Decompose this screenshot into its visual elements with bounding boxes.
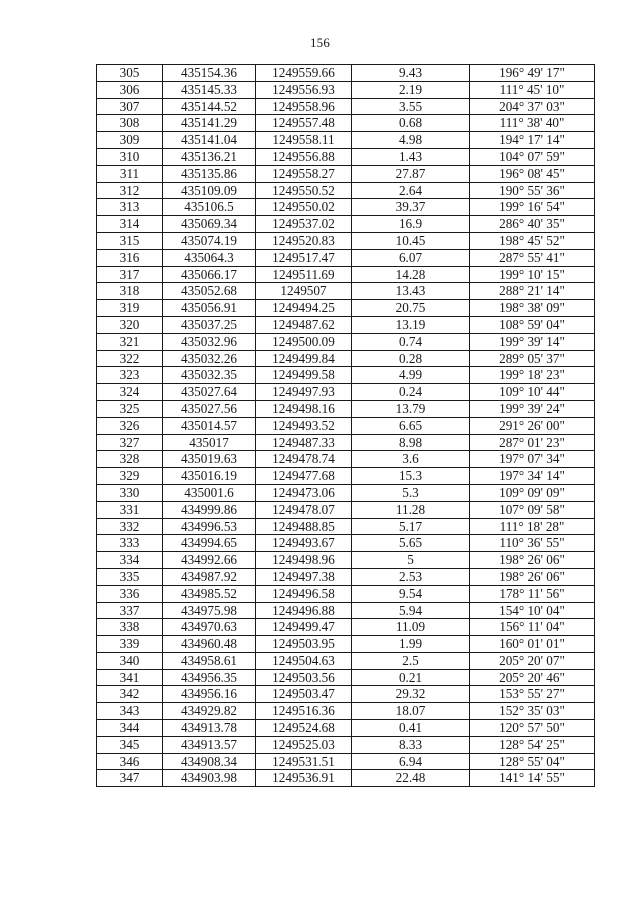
bearing-angle-cell: 178° 11' 56" [470,585,595,602]
point-number-cell: 326 [97,417,163,434]
x-coordinate-cell: 435019.63 [163,451,256,468]
table-row [97,686,595,703]
bearing-angle-cell: 197° 07' 34" [470,451,595,468]
bearing-angle-cell: 287° 01' 23" [470,434,595,451]
table-row [97,720,595,737]
bearing-angle-cell: 198° 26' 06" [470,552,595,569]
table-body [97,65,595,787]
point-number-cell: 346 [97,753,163,770]
point-number-cell: 336 [97,585,163,602]
table-row [97,552,595,569]
bearing-angle-cell: 199° 39' 14" [470,333,595,350]
y-coordinate-cell: 1249550.02 [256,199,352,216]
bearing-angle-cell: 128° 54' 25" [470,736,595,753]
distance-cell: 8.33 [352,736,470,753]
y-coordinate-cell: 1249537.02 [256,216,352,233]
y-coordinate-cell: 1249478.74 [256,451,352,468]
point-number-cell: 306 [97,81,163,98]
point-number-cell: 320 [97,316,163,333]
x-coordinate-cell: 434994.65 [163,535,256,552]
y-coordinate-cell: 1249473.06 [256,484,352,501]
y-coordinate-cell: 1249558.27 [256,165,352,182]
y-coordinate-cell: 1249558.11 [256,132,352,149]
table-row [97,753,595,770]
table-row [97,384,595,401]
x-coordinate-cell: 434913.57 [163,736,256,753]
table-row [97,300,595,317]
y-coordinate-cell: 1249499.47 [256,619,352,636]
table-row [97,132,595,149]
y-coordinate-cell: 1249536.91 [256,770,352,787]
table-row [97,81,595,98]
y-coordinate-cell: 1249499.84 [256,350,352,367]
distance-cell: 6.94 [352,753,470,770]
point-number-cell: 312 [97,182,163,199]
distance-cell: 2.53 [352,568,470,585]
x-coordinate-cell: 434996.53 [163,518,256,535]
distance-cell: 2.19 [352,81,470,98]
bearing-angle-cell: 194° 17' 14" [470,132,595,149]
bearing-angle-cell: 198° 26' 06" [470,568,595,585]
table-row [97,703,595,720]
distance-cell: 22.48 [352,770,470,787]
distance-cell: 29.32 [352,686,470,703]
x-coordinate-cell: 435017 [163,434,256,451]
y-coordinate-cell: 1249556.88 [256,148,352,165]
distance-cell: 18.07 [352,703,470,720]
distance-cell: 2.64 [352,182,470,199]
y-coordinate-cell: 1249487.33 [256,434,352,451]
y-coordinate-cell: 1249497.38 [256,568,352,585]
table-row [97,585,595,602]
table-row [97,232,595,249]
distance-cell: 9.43 [352,65,470,82]
table-row [97,165,595,182]
x-coordinate-cell: 435032.96 [163,333,256,350]
y-coordinate-cell: 1249517.47 [256,249,352,266]
y-coordinate-cell: 1249511.69 [256,266,352,283]
point-number-cell: 347 [97,770,163,787]
table-row [97,434,595,451]
x-coordinate-cell: 435141.29 [163,115,256,132]
distance-cell: 3.55 [352,98,470,115]
x-coordinate-cell: 435141.04 [163,132,256,149]
distance-cell: 14.28 [352,266,470,283]
y-coordinate-cell: 1249496.88 [256,602,352,619]
distance-cell: 6.07 [352,249,470,266]
point-number-cell: 327 [97,434,163,451]
y-coordinate-cell: 1249493.67 [256,535,352,552]
y-coordinate-cell: 1249503.95 [256,636,352,653]
bearing-angle-cell: 110° 36' 55" [470,535,595,552]
table-row [97,652,595,669]
bearing-angle-cell: 190° 55' 36" [470,182,595,199]
y-coordinate-cell: 1249487.62 [256,316,352,333]
distance-cell: 39.37 [352,199,470,216]
table-row [97,182,595,199]
y-coordinate-cell: 1249498.16 [256,400,352,417]
table-row [97,148,595,165]
bearing-angle-cell: 104° 07' 59" [470,148,595,165]
table-row [97,98,595,115]
distance-cell: 5.94 [352,602,470,619]
y-coordinate-cell: 1249503.47 [256,686,352,703]
distance-cell: 0.74 [352,333,470,350]
x-coordinate-cell: 435027.64 [163,384,256,401]
distance-cell: 27.87 [352,165,470,182]
page-number: 156 [309,35,331,50]
x-coordinate-cell: 434913.78 [163,720,256,737]
coordinates-table [96,64,595,787]
bearing-angle-cell: 160° 01' 01" [470,636,595,653]
table-row [97,484,595,501]
x-coordinate-cell: 435032.26 [163,350,256,367]
x-coordinate-cell: 435135.86 [163,165,256,182]
table-row [97,535,595,552]
point-number-cell: 311 [97,165,163,182]
y-coordinate-cell: 1249558.96 [256,98,352,115]
x-coordinate-cell: 434985.52 [163,585,256,602]
table-row [97,367,595,384]
y-coordinate-cell: 1249477.68 [256,468,352,485]
y-coordinate-cell: 1249497.93 [256,384,352,401]
table-row [97,568,595,585]
table-row [97,636,595,653]
bearing-angle-cell: 205° 20' 46" [470,669,595,686]
bearing-angle-cell: 287° 55' 41" [470,249,595,266]
x-coordinate-cell: 435069.34 [163,216,256,233]
point-number-cell: 335 [97,568,163,585]
y-coordinate-cell: 1249478.07 [256,501,352,518]
distance-cell: 3.6 [352,451,470,468]
x-coordinate-cell: 435056.91 [163,300,256,317]
distance-cell: 4.99 [352,367,470,384]
x-coordinate-cell: 435066.17 [163,266,256,283]
point-number-cell: 331 [97,501,163,518]
y-coordinate-cell: 1249556.93 [256,81,352,98]
table-row [97,417,595,434]
x-coordinate-cell: 434956.16 [163,686,256,703]
bearing-angle-cell: 154° 10' 04" [470,602,595,619]
distance-cell: 16.9 [352,216,470,233]
y-coordinate-cell: 1249488.85 [256,518,352,535]
y-coordinate-cell: 1249525.03 [256,736,352,753]
bearing-angle-cell: 198° 38' 09" [470,300,595,317]
x-coordinate-cell: 434903.98 [163,770,256,787]
table-row [97,619,595,636]
y-coordinate-cell: 1249550.52 [256,182,352,199]
distance-cell: 11.09 [352,619,470,636]
x-coordinate-cell: 434999.86 [163,501,256,518]
y-coordinate-cell: 1249516.36 [256,703,352,720]
point-number-cell: 332 [97,518,163,535]
bearing-angle-cell: 288° 21' 14" [470,283,595,300]
bearing-angle-cell: 205° 20' 07" [470,652,595,669]
bearing-angle-cell: 199° 39' 24" [470,400,595,417]
bearing-angle-cell: 111° 45' 10" [470,81,595,98]
point-number-cell: 325 [97,400,163,417]
bearing-angle-cell: 111° 38' 40" [470,115,595,132]
bearing-angle-cell: 109° 09' 09" [470,484,595,501]
point-number-cell: 322 [97,350,163,367]
point-number-cell: 314 [97,216,163,233]
point-number-cell: 334 [97,552,163,569]
point-number-cell: 323 [97,367,163,384]
table-row [97,249,595,266]
point-number-cell: 319 [97,300,163,317]
distance-cell: 5.65 [352,535,470,552]
distance-cell: 0.24 [352,384,470,401]
y-coordinate-cell: 1249496.58 [256,585,352,602]
point-number-cell: 344 [97,720,163,737]
distance-cell: 10.45 [352,232,470,249]
y-coordinate-cell: 1249494.25 [256,300,352,317]
table-row [97,283,595,300]
x-coordinate-cell: 435037.25 [163,316,256,333]
point-number-cell: 321 [97,333,163,350]
bearing-angle-cell: 111° 18' 28" [470,518,595,535]
bearing-angle-cell: 197° 34' 14" [470,468,595,485]
point-number-cell: 309 [97,132,163,149]
bearing-angle-cell: 108° 59' 04" [470,316,595,333]
point-number-cell: 308 [97,115,163,132]
point-number-cell: 343 [97,703,163,720]
distance-cell: 2.5 [352,652,470,669]
distance-cell: 20.75 [352,300,470,317]
table-row [97,350,595,367]
table-row [97,468,595,485]
table-row [97,333,595,350]
table-row [97,669,595,686]
bearing-angle-cell: 291° 26' 00" [470,417,595,434]
y-coordinate-cell: 1249498.96 [256,552,352,569]
distance-cell: 5.3 [352,484,470,501]
distance-cell: 5 [352,552,470,569]
x-coordinate-cell: 435154.36 [163,65,256,82]
distance-cell: 0.68 [352,115,470,132]
y-coordinate-cell: 1249493.52 [256,417,352,434]
distance-cell: 13.19 [352,316,470,333]
distance-cell: 1.43 [352,148,470,165]
point-number-cell: 345 [97,736,163,753]
table-row [97,400,595,417]
point-number-cell: 316 [97,249,163,266]
distance-cell: 0.41 [352,720,470,737]
bearing-angle-cell: 199° 10' 15" [470,266,595,283]
point-number-cell: 305 [97,65,163,82]
distance-cell: 13.43 [352,283,470,300]
x-coordinate-cell: 435136.21 [163,148,256,165]
y-coordinate-cell: 1249500.09 [256,333,352,350]
y-coordinate-cell: 1249524.68 [256,720,352,737]
bearing-angle-cell: 107° 09' 58" [470,501,595,518]
bearing-angle-cell: 286° 40' 35" [470,216,595,233]
x-coordinate-cell: 434956.35 [163,669,256,686]
bearing-angle-cell: 120° 57' 50" [470,720,595,737]
x-coordinate-cell: 435052.68 [163,283,256,300]
y-coordinate-cell: 1249520.83 [256,232,352,249]
point-number-cell: 340 [97,652,163,669]
x-coordinate-cell: 435016.19 [163,468,256,485]
x-coordinate-cell: 435032.35 [163,367,256,384]
table-row [97,451,595,468]
point-number-cell: 317 [97,266,163,283]
point-number-cell: 333 [97,535,163,552]
table-row [97,266,595,283]
table-row [97,770,595,787]
table-row [97,602,595,619]
distance-cell: 0.21 [352,669,470,686]
y-coordinate-cell: 1249507 [256,283,352,300]
bearing-angle-cell: 152° 35' 03" [470,703,595,720]
table-row [97,518,595,535]
distance-cell: 5.17 [352,518,470,535]
point-number-cell: 329 [97,468,163,485]
x-coordinate-cell: 434987.92 [163,568,256,585]
x-coordinate-cell: 434970.63 [163,619,256,636]
distance-cell: 4.98 [352,132,470,149]
point-number-cell: 342 [97,686,163,703]
point-number-cell: 337 [97,602,163,619]
x-coordinate-cell: 434929.82 [163,703,256,720]
bearing-angle-cell: 128° 55' 04" [470,753,595,770]
point-number-cell: 338 [97,619,163,636]
bearing-angle-cell: 196° 49' 17" [470,65,595,82]
point-number-cell: 313 [97,199,163,216]
table-row [97,115,595,132]
bearing-angle-cell: 198° 45' 52" [470,232,595,249]
bearing-angle-cell: 289° 05' 37" [470,350,595,367]
bearing-angle-cell: 156° 11' 04" [470,619,595,636]
bearing-angle-cell: 199° 18' 23" [470,367,595,384]
x-coordinate-cell: 435144.52 [163,98,256,115]
table-row [97,216,595,233]
x-coordinate-cell: 434908.34 [163,753,256,770]
x-coordinate-cell: 435106.5 [163,199,256,216]
y-coordinate-cell: 1249559.66 [256,65,352,82]
distance-cell: 15.3 [352,468,470,485]
x-coordinate-cell: 435074.19 [163,232,256,249]
distance-cell: 13.79 [352,400,470,417]
x-coordinate-cell: 435027.56 [163,400,256,417]
distance-cell: 0.28 [352,350,470,367]
point-number-cell: 318 [97,283,163,300]
x-coordinate-cell: 434975.98 [163,602,256,619]
bearing-angle-cell: 199° 16' 54" [470,199,595,216]
table-row [97,501,595,518]
point-number-cell: 307 [97,98,163,115]
point-number-cell: 341 [97,669,163,686]
point-number-cell: 315 [97,232,163,249]
bearing-angle-cell: 141° 14' 55" [470,770,595,787]
table-row [97,736,595,753]
bearing-angle-cell: 204° 37' 03" [470,98,595,115]
y-coordinate-cell: 1249503.56 [256,669,352,686]
x-coordinate-cell: 435064.3 [163,249,256,266]
table-row [97,199,595,216]
point-number-cell: 330 [97,484,163,501]
x-coordinate-cell: 435001.6 [163,484,256,501]
distance-cell: 1.99 [352,636,470,653]
point-number-cell: 328 [97,451,163,468]
y-coordinate-cell: 1249504.63 [256,652,352,669]
x-coordinate-cell: 435109.09 [163,182,256,199]
bearing-angle-cell: 109° 10' 44" [470,384,595,401]
table-row [97,65,595,82]
x-coordinate-cell: 435145.33 [163,81,256,98]
bearing-angle-cell: 196° 08' 45" [470,165,595,182]
x-coordinate-cell: 434960.48 [163,636,256,653]
point-number-cell: 310 [97,148,163,165]
distance-cell: 11.28 [352,501,470,518]
x-coordinate-cell: 434992.66 [163,552,256,569]
distance-cell: 9.54 [352,585,470,602]
x-coordinate-cell: 435014.57 [163,417,256,434]
x-coordinate-cell: 434958.61 [163,652,256,669]
y-coordinate-cell: 1249499.58 [256,367,352,384]
y-coordinate-cell: 1249557.48 [256,115,352,132]
distance-cell: 8.98 [352,434,470,451]
table-row [97,316,595,333]
y-coordinate-cell: 1249531.51 [256,753,352,770]
distance-cell: 6.65 [352,417,470,434]
bearing-angle-cell: 153° 55' 27" [470,686,595,703]
point-number-cell: 324 [97,384,163,401]
point-number-cell: 339 [97,636,163,653]
